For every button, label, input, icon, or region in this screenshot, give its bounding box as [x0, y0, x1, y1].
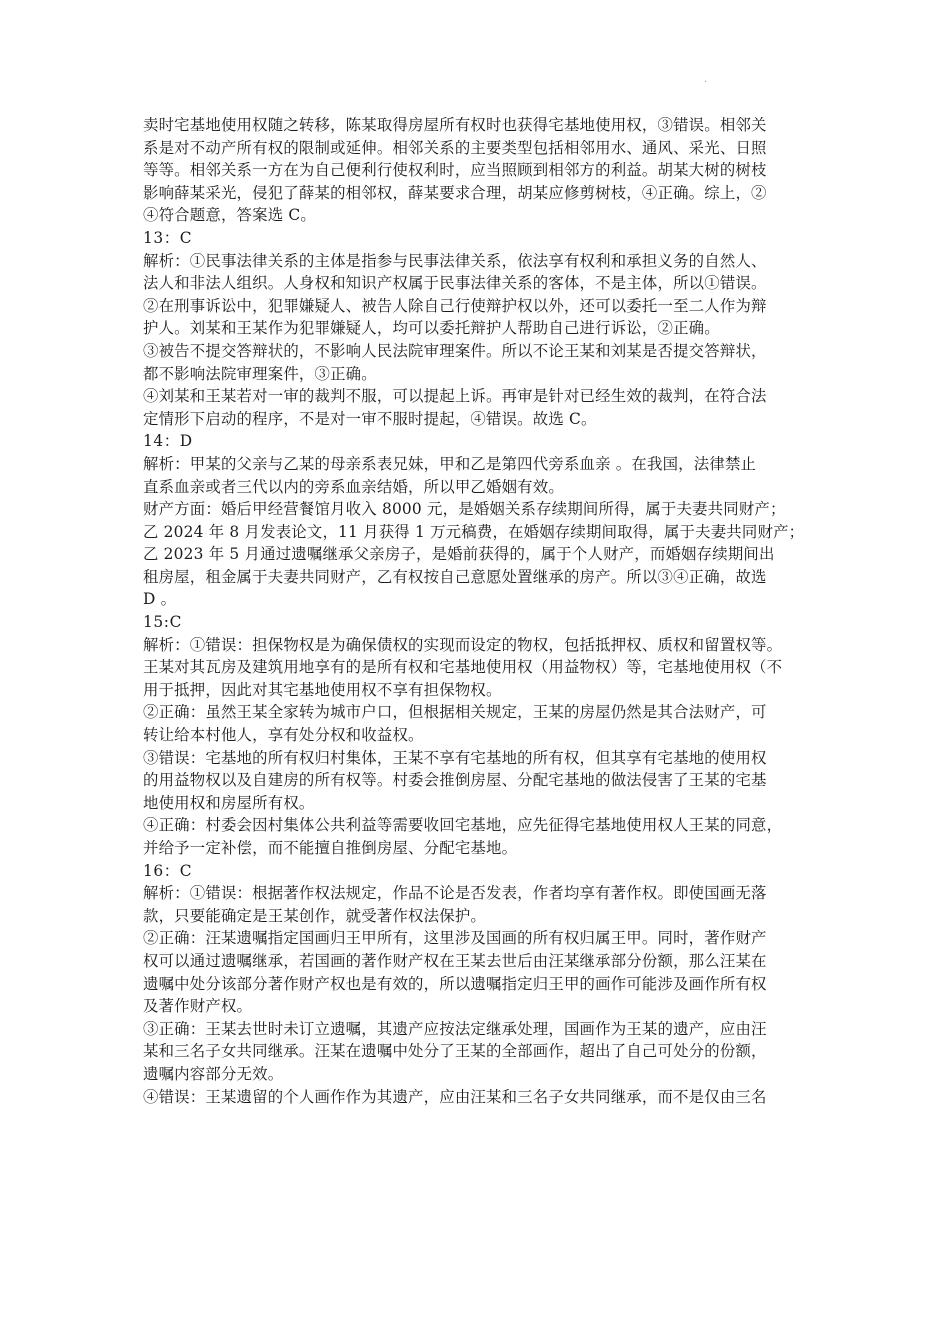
- text-line: 解析：①错误：担保物权是为确保债权的实现而设定的物权，包括抵押权、质权和留置权等。: [143, 635, 783, 654]
- text-line: 款，只要能确定是王某创作，就受著作权法保护。: [143, 906, 486, 925]
- answer-heading: 14：D: [143, 432, 193, 451]
- text-line: ③错误：宅基地的所有权归村集体，王某不享有宅基地的所有权，但其享有宅基地的使用权: [143, 748, 767, 767]
- text-line: 及著作财产权。: [143, 997, 253, 1016]
- text-line: 租房屋，租金属于夫妻共同财产，乙有权按自己意愿处置继承的房产。所以③④正确，故选: [143, 567, 767, 586]
- text-line: 转让给本村他人，享有处分权和收益权。: [143, 726, 424, 745]
- text-line: 卖时宅基地使用权随之转移，陈某取得房屋所有权时也获得宅基地使用权，③错误。相邻关: [143, 116, 767, 134]
- text-line: ④错误：王某遗留的个人画作作为其遗产，应由汪某和三名子女共同继承，而不是仅由三名: [143, 1087, 767, 1106]
- text-line: 解析：①错误：根据著作权法规定，作品不论是否发表，作者均享有著作权。即使国画无落: [143, 884, 767, 903]
- text-line: 财产方面：婚后甲经营餐馆月收入 8000 元，是婚姻关系存续期间所得，属于夫妻共同财产；: [143, 500, 786, 519]
- text-line: ④正确：村委会因村集体公共利益等需要收回宅基地，应先征得宅基地使用权人王某的同意，: [143, 816, 783, 835]
- text-line: 某和三名子女共同继承。汪某在遗嘱中处分了王某的全部画作，超出了自己可处分的份额，: [143, 1042, 767, 1061]
- text-line: 的用益物权以及自建房的所有权等。村委会推倒房屋、分配宅基地的做法侵害了王某的宅基: [143, 771, 767, 790]
- text-line: ④刘某和王某若对一审的裁判不服，可以提起上诉。再审是针对已经生效的裁判，在符合法: [143, 387, 767, 406]
- text-line: 直系血亲或者三代以内的旁系血亲结婚，所以甲乙婚姻有效。: [143, 477, 564, 496]
- text-line: 护人。刘某和王某作为犯罪嫌疑人，均可以委托辩护人帮助自己进行诉讼，②正确。: [143, 319, 720, 338]
- text-line: 用于抵押，因此对其宅基地使用权不享有担保物权。: [143, 680, 502, 699]
- answer-heading: 15:C: [143, 613, 182, 632]
- text-line: 解析：甲某的父亲与乙某的母亲系表兄妹，甲和乙是第四代旁系血亲 。在我国，法律禁止: [143, 454, 757, 473]
- text-line: ④符合题意，答案选 C。: [143, 206, 316, 225]
- text-line: 遗嘱中处分该部分著作财产权也是有效的，所以遗嘱指定归王甲的画作可能涉及画作所有权: [143, 974, 767, 993]
- text-line: 都不影响法院审理案件，③正确。: [143, 364, 377, 383]
- text-line: ②在刑事诉讼中，犯罪嫌疑人、被告人除自己行使辩护权以外，还可以委托一至二人作为辩: [143, 296, 767, 315]
- text-line: 乙 2023 年 5 月通过遗嘱继承父亲房子，是婚前获得的，属于个人财产，而婚姻存续期间出: [143, 545, 775, 564]
- text-line: D 。: [143, 590, 177, 609]
- text-line: ②正确：虽然王某全家转为城市户口，但根据相关规定，王某的房屋仍然是其合法财产，可: [143, 703, 767, 722]
- text-line: 地使用权和房屋所有权。: [143, 793, 315, 812]
- text-line: 遗嘱内容部分无效。: [143, 1064, 284, 1083]
- document-body: [143, 114, 813, 1108]
- text-line: 影响薛某采光，侵犯了薛某的相邻权，薛某要求合理，胡某应修剪树枝，④正确。综上，②: [143, 183, 767, 202]
- text-line: 权可以通过遗嘱继承，若国画的著作财产权在王某去世后由汪某继承部分份额，那么汪某在: [143, 951, 767, 970]
- page-mark: .: [704, 74, 708, 85]
- text-line: 等等。相邻关系一方在为自己便利行使权利时，应当照顾到相邻方的利益。胡某大树的树枝: [143, 161, 767, 180]
- answer-heading: 13：C: [143, 228, 193, 247]
- text-line: 定情形下启动的程序，不是对一审不服时提起，④错误。故选 C。: [143, 409, 597, 428]
- text-line: 系是对不动产所有权的限制或延伸。相邻关系的主要类型包括相邻用水、通风、采光、日照: [143, 138, 767, 157]
- text-line: ③正确：王某去世时未订立遗嘱，其遗产应按法定继承处理，国画作为王某的遗产，应由汪: [143, 1019, 767, 1038]
- text-line: 并给予一定补偿，而不能擅自推倒房屋、分配宅基地。: [143, 839, 518, 857]
- text-line: 乙 2024 年 8 月发表论文，11 月获得 1 万元稿费，在婚姻存续期间取得，属于夫妻共同财产；: [143, 522, 805, 541]
- text-line: ③被告不提交答辩状的，不影响人民法院审理案件。所以不论王某和刘某是否提交答辩状，: [143, 341, 767, 360]
- text-line: 王某对其瓦房及建筑用地享有的是所有权和宅基地使用权（用益物权）等，宅基地使用权（不: [143, 658, 783, 677]
- answer-heading: 16：C: [143, 861, 193, 880]
- text-line: ②正确：汪某遗嘱指定国画归王甲所有，这里涉及国画的所有权归属王甲。同时，著作财产: [143, 929, 767, 948]
- text-line: 法人和非法人组织。人身权和知识产权属于民事法律关系的客体，不是主体，所以①错误。: [143, 274, 767, 293]
- text-line: 解析：①民事法律关系的主体是指参与民事法律关系，依法享有权利和承担义务的自然人、: [143, 251, 767, 270]
